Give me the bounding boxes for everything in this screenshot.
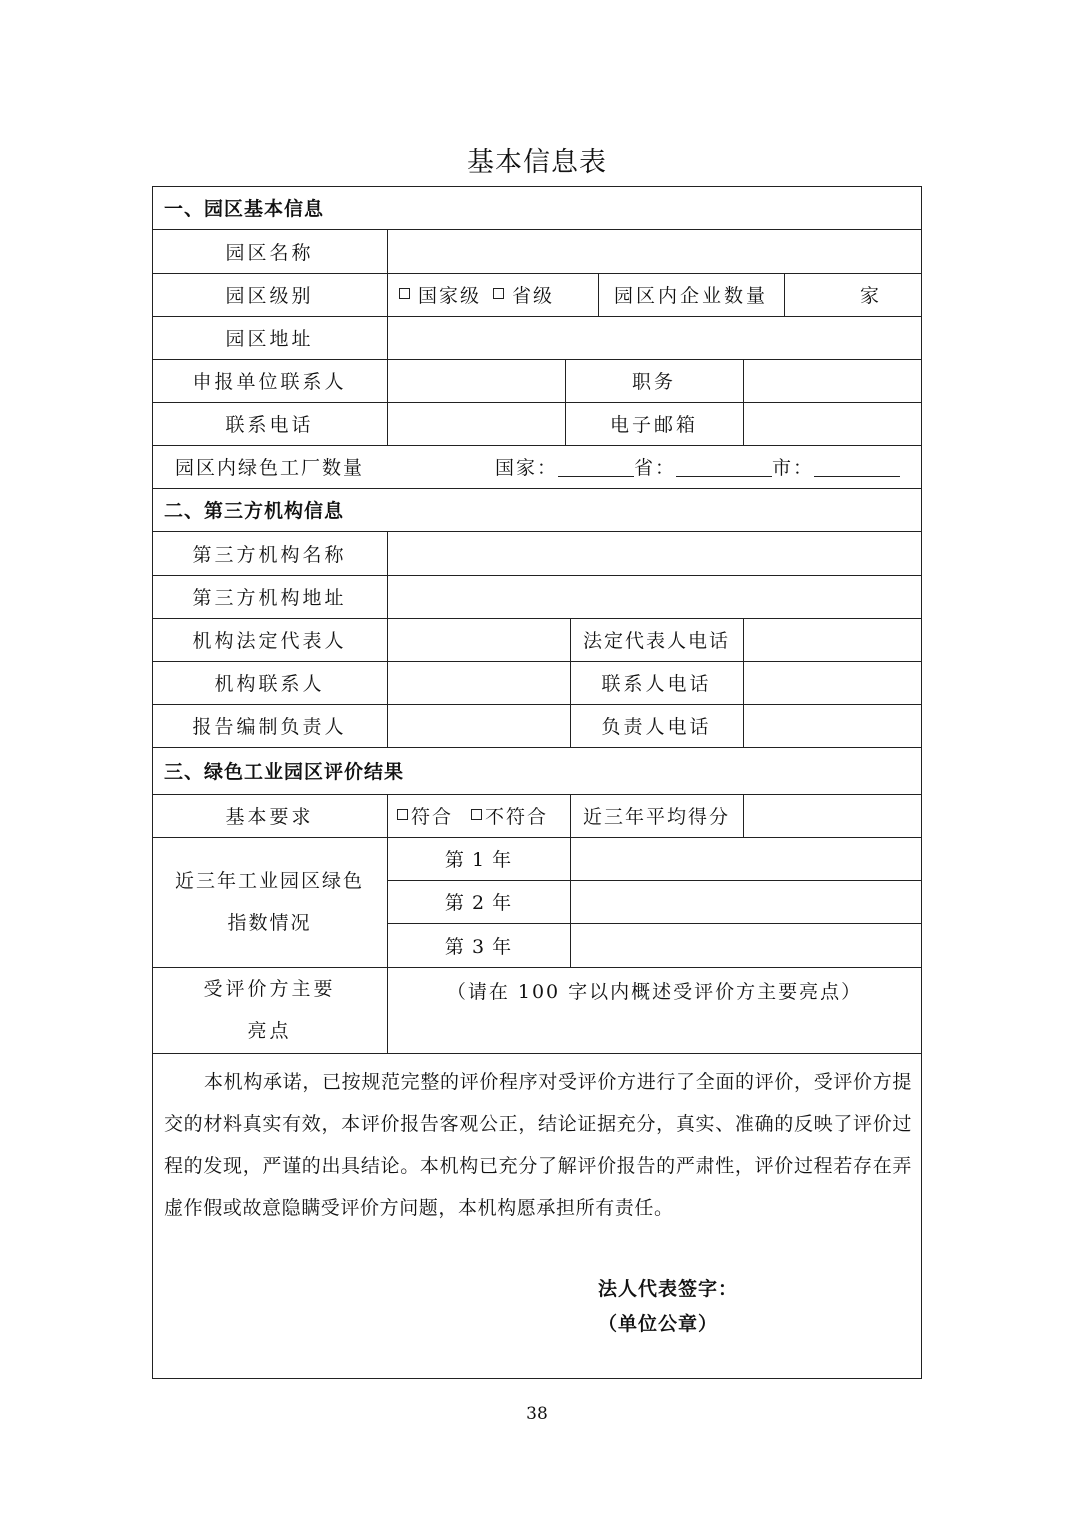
green-provincial-label: 省： [634, 457, 677, 479]
green-national-label: 国家： [495, 457, 559, 479]
avg-score-label: 近三年平均得分 [582, 806, 730, 828]
page-title: 基本信息表 [467, 147, 607, 178]
section-header-park-info: 一、园区基本信息 [164, 198, 325, 220]
applicant-contact-label: 申报单位联系人 [192, 371, 347, 393]
provincial-level-text: 省级 [512, 285, 555, 307]
basic-info-table [152, 186, 922, 1379]
enterprise-unit: 家 [859, 285, 882, 307]
green-city-label: 市： [772, 457, 815, 479]
park-address-field[interactable] [387, 316, 922, 359]
green-index-label-line2: 指数情况 [227, 912, 312, 934]
lead-phone-field[interactable] [743, 704, 922, 747]
legal-rep-signature-label: 法人代表签字： [598, 1278, 739, 1300]
comply-checkbox[interactable] [397, 809, 408, 820]
org-contact-field[interactable] [387, 661, 570, 704]
park-name-label: 园区名称 [225, 241, 314, 264]
highlights-label-line1: 受评价方主要 [203, 978, 336, 1000]
applicant-contact-field[interactable] [387, 359, 565, 402]
park-address-label: 园区地址 [225, 328, 314, 350]
email-label: 电子邮箱 [609, 414, 698, 436]
green-city-blank[interactable] [814, 456, 900, 477]
org-name-label: 第三方机构名称 [192, 543, 347, 566]
year-2-field[interactable] [570, 880, 922, 923]
year-1-label: 第 1 年 [444, 849, 513, 871]
contact-phone-label: 联系人电话 [601, 673, 712, 695]
park-name-field[interactable] [387, 229, 922, 273]
green-index-label-line1: 近三年工业园区绿色 [174, 870, 364, 892]
year-1-field[interactable] [570, 837, 922, 880]
report-lead-label: 报告编制负责人 [192, 716, 347, 738]
org-address-field[interactable] [387, 575, 922, 618]
avg-score-field[interactable] [743, 794, 922, 837]
comply-text: 符合 [411, 806, 454, 828]
unit-seal-label: （单位公章） [598, 1313, 719, 1335]
green-provincial-blank[interactable] [676, 456, 772, 477]
year-3-label: 第 3 年 [444, 935, 513, 958]
highlights-label-line2: 亮点 [247, 1020, 292, 1042]
commitment-text: 本机构承诺，已按规范完整的评价程序对受评价方进行了全面的评价，受评价方提交的材料真实有效，本评价报告客观公正，结论证据充分，真实、准确的反映了评价过程的发现，严谨的出具结论。本机构已充分了解评价报告的严肃性，评价过程若存在弄虚作假或故意隐瞒受评价方问题，本机构愿承担所有责任。 [164, 1071, 912, 1219]
org-address-label: 第三方机构地址 [192, 587, 347, 609]
not-comply-text: 不符合 [485, 806, 549, 828]
highlights-hint: （请在 100 字以内概述受评价方主要亮点） [446, 981, 863, 1003]
highlights-label [152, 967, 387, 1053]
org-contact-label: 机构联系人 [214, 673, 325, 695]
section-header-evaluation: 三、绿色工业园区评价结果 [164, 761, 405, 783]
commitment-statement [164, 1061, 912, 1229]
contact-phone-field[interactable] [743, 661, 922, 704]
not-comply-checkbox[interactable] [471, 809, 482, 820]
basic-requirement-options [387, 794, 570, 837]
position-label: 职务 [631, 371, 676, 393]
highlights-field[interactable] [387, 967, 922, 1053]
enterprise-count-label: 园区内企业数量 [613, 285, 768, 307]
park-level-options [387, 273, 598, 316]
year-2-label: 第 2 年 [444, 892, 513, 914]
green-index-label [152, 837, 387, 967]
legal-rep-phone-label: 法定代表人电话 [582, 630, 730, 652]
legal-rep-field[interactable] [387, 618, 570, 661]
lead-phone-label: 负责人电话 [601, 716, 712, 738]
page-number: 38 [526, 1404, 548, 1424]
section-header-third-party: 二、第三方机构信息 [164, 500, 345, 522]
year-3-field[interactable] [570, 923, 922, 967]
legal-rep-phone-field[interactable] [743, 618, 922, 661]
green-national-blank[interactable] [558, 456, 634, 477]
enterprise-count-field[interactable] [784, 273, 922, 316]
report-lead-field[interactable] [387, 704, 570, 747]
national-level-text: 国家级 [418, 285, 482, 307]
park-level-label: 园区级别 [225, 285, 314, 307]
basic-requirement-label: 基本要求 [225, 806, 314, 828]
green-factory-label: 园区内绿色工厂数量 [174, 457, 364, 479]
position-field[interactable] [743, 359, 922, 402]
provincial-level-checkbox[interactable] [493, 288, 504, 299]
phone-field[interactable] [387, 402, 565, 445]
phone-label: 联系电话 [225, 414, 314, 436]
email-field[interactable] [743, 402, 922, 445]
legal-rep-label: 机构法定代表人 [192, 630, 347, 652]
national-level-checkbox[interactable] [399, 288, 410, 299]
green-factory-counts [387, 445, 922, 488]
org-name-field[interactable] [387, 531, 922, 575]
